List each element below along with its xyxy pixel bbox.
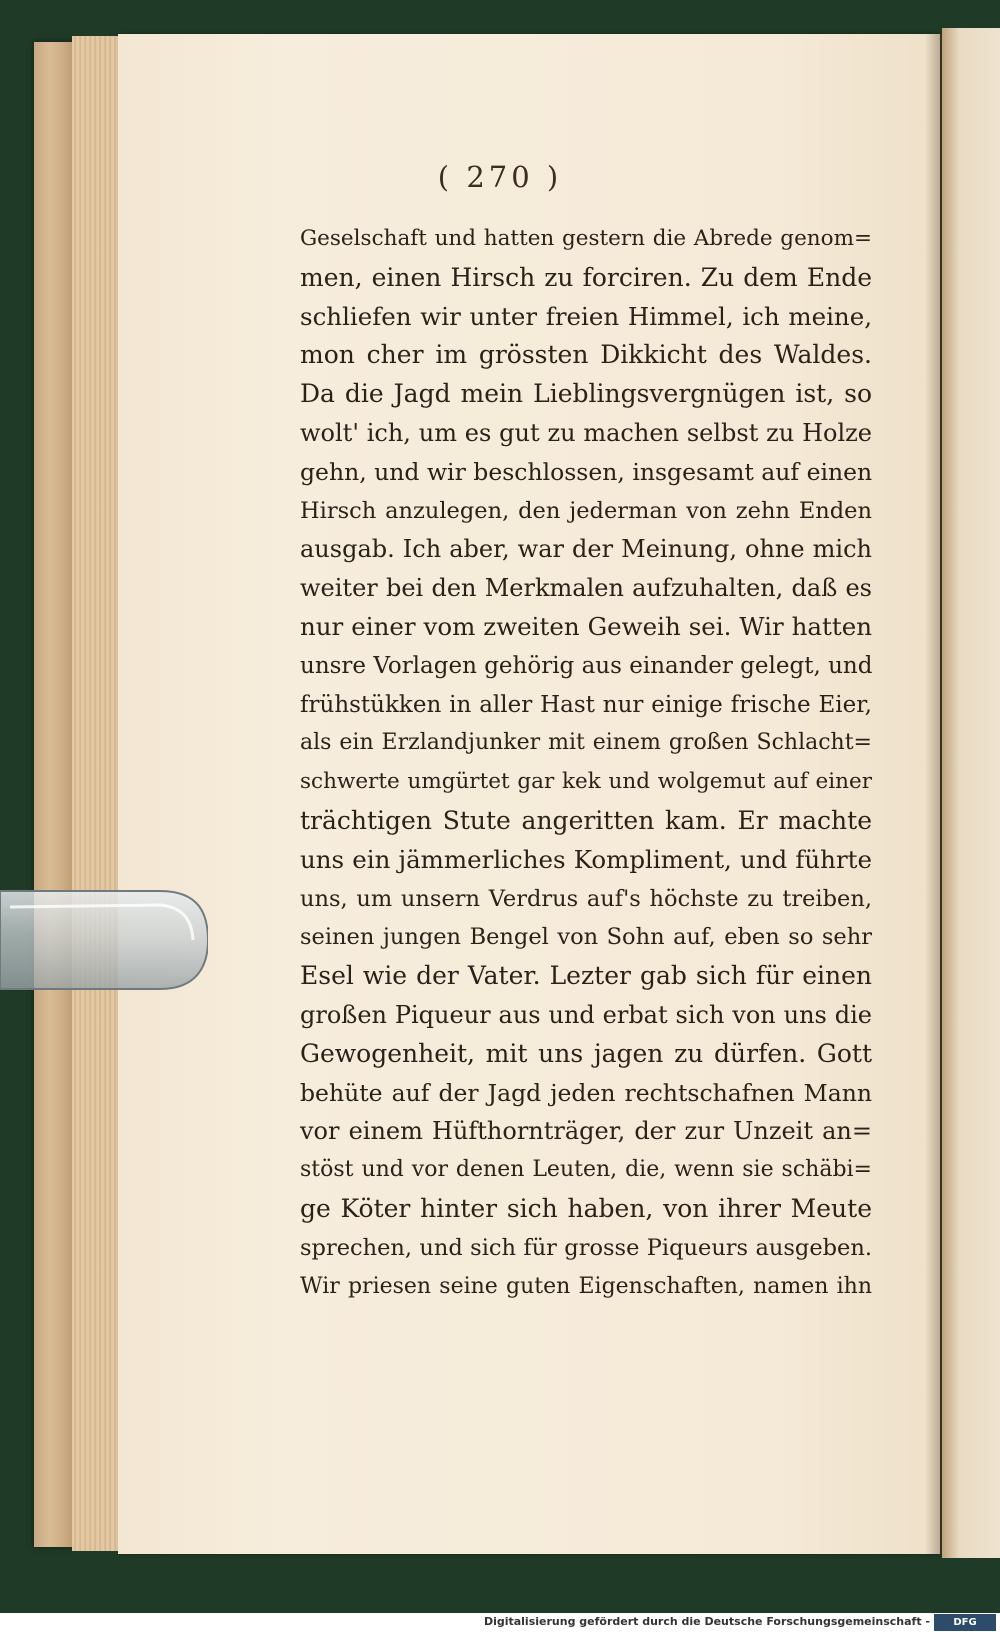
text-line: seinen jungen Bengel von Sohn auf, eben so sehr bbox=[300, 924, 872, 951]
text-line: Hirsch anzulegen, den jederman von zehn Enden bbox=[300, 497, 872, 524]
text-line: wolt' ich, um es gut zu machen selbst zu Holze bbox=[300, 418, 872, 447]
text-line: unsre Vorlagen gehörig aus einander gelegt, und bbox=[300, 652, 873, 679]
text-line: trächtigen Stute angeritten kam. Er machte bbox=[300, 805, 872, 835]
text-line: men, einen Hirsch zu forciren. Zu dem Ende bbox=[300, 262, 872, 292]
glass-weight-clip bbox=[0, 885, 208, 995]
text-line: nur einer vom zweiten Geweih sei. Wir hatten bbox=[300, 611, 872, 641]
text-line: behüte auf der Jagd jeden rechtschafnen Mann bbox=[300, 1078, 872, 1107]
page-stack bbox=[34, 42, 74, 1547]
footer-bar bbox=[0, 1613, 1000, 1632]
text-line: uns, um unsern Verdrus auf's höchste zu treiben, bbox=[300, 885, 872, 912]
text-line: weiter bei den Merkmalen aufzuhalten, daß es bbox=[300, 574, 872, 603]
text-line: Wir priesen seine guten Eigenschaften, namen ihn bbox=[300, 1273, 872, 1299]
text-line: mon cher im grössten Dikkicht des Waldes. bbox=[300, 340, 872, 370]
text-line: ausgab. Ich aber, war der Meinung, ohne mich bbox=[300, 535, 872, 564]
text-line: schwerte umgürtet gar kek und wolgemut auf einer bbox=[300, 769, 872, 795]
text-line: gehn, und wir beschlossen, insgesamt auf einen bbox=[300, 457, 873, 486]
text-line: Esel wie der Vater. Lezter gab sich für einen bbox=[300, 961, 872, 991]
page-number: ( 270 ) bbox=[437, 160, 563, 194]
text-line: schliefen wir unter freien Himmel, ich meine, bbox=[300, 301, 872, 331]
text-line: vor einem Hüfthornträger, der zur Unzeit an= bbox=[300, 1117, 872, 1146]
text-line: Gewogenheit, mit uns jagen zu dürfen. Gott bbox=[300, 1038, 872, 1068]
text-line: sprechen, und sich für grosse Piqueurs ausgeben. bbox=[300, 1234, 872, 1261]
text-line: Da die Jagd mein Lieblingsvergnügen ist, so bbox=[300, 379, 872, 409]
text-line: frühstükken in aller Hast nur einige frische Eier, bbox=[300, 691, 872, 718]
text-line: Geselschaft und hatten gestern die Abrede genom= bbox=[300, 226, 872, 251]
dfg-logo: DFG bbox=[934, 1614, 996, 1631]
facing-page-edge bbox=[942, 28, 1000, 1558]
text-line: uns ein jämmerliches Kompliment, und führte bbox=[300, 844, 872, 874]
text-line: ge Köter hinter sich haben, von ihrer Meute bbox=[300, 1193, 872, 1223]
text-line: als ein Erzlandjunker mit einem großen Schlacht= bbox=[300, 730, 872, 756]
text-line: großen Piqueur aus und erbat sich von uns die bbox=[300, 1000, 872, 1029]
funding-credit: Digitalisierung gefördert durch die Deutsche Forschungsgemeinschaft - bbox=[483, 1615, 930, 1628]
body-text bbox=[300, 220, 872, 1306]
text-line: stöst und vor denen Leuten, die, wenn sie schäbi= bbox=[300, 1157, 872, 1183]
